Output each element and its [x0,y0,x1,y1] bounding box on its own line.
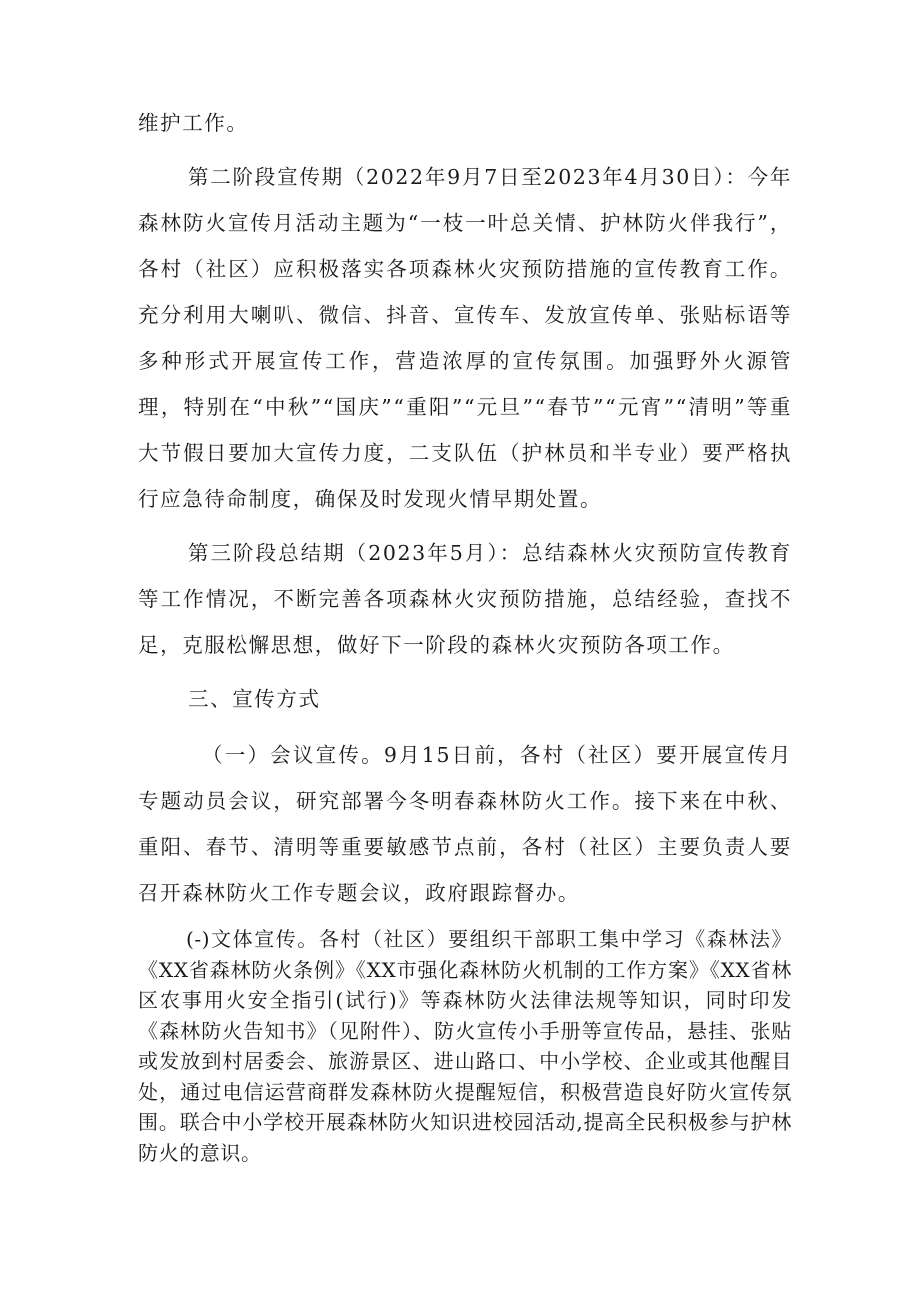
paragraph-stage-three: 第三阶段总结期（2023年5月）：总结森林火灾预防宣传教育等工作情况，不断完善各项森林火灾预防措施，总结经验，查找不足，克服松懈思想，做好下一阶段的森林火灾预防各项工作。 [138,541,792,657]
paragraph-stage-two: 第二阶段宣传期（2022年9月7日至2023年4月30日）：今年森林防火宣传月活动主题为“一枝一叶总关情、护林防火伴我行”，各村（社区）应积极落实各项森林火灾预防措施的宣传教育工作。充分利用大喇叭、微信、抖音、宣传车、发放宣传单、张贴标语等多种形式开展宣传工作，营造浓厚的宣传氛围。加强野外火源管理，特别在“中秋”“国庆”“重阳”“元旦”“春节”“元宵”“清明”等重大节假日要加大宣传力度，二支队伍（护林员和半专业）要严格执行应急待命制度，确保及时发现火情早期处置。 [138,165,792,511]
paragraph-meeting-publicity: （一）会议宣传。9月15日前，各村（社区）要开展宣传月专题动员会议，研究部署今冬明春森林防火工作。接下来在中秋、重阳、春节、清明等重要敏感节点前，各村（社区）主要负责人要召开森林防火工作专题会议，政府跟踪督办。 [138,743,792,905]
document-page [138,100,792,1168]
section-heading-publicity-methods: 三、宣传方式 [188,687,321,711]
paragraph-continuation: 维护工作。 [138,111,249,135]
paragraph-cultural-publicity: (-)文体宣传。各村（社区）要组织干部职工集中学习《森林法》《XX省森林防火条例》《XX市强化森林防火机制的工作方案》《XX省林区农事用火安全指引(试行)》等森林防火法律法规等知识，同时印发《森林防火告知书》（见附件）、防火宣传小手册等宣传品，悬挂、张贴或发放到村居委会、旅游景区、进山路口、中小学校、企业或其他醒目处，通过电信运营商群发森林防火提醒短信，积极营造良好防火宣传氛围。联合中小学校开展森林防火知识进校园活动,提高全民积极参与护林防火的意识。 [138,927,792,1165]
